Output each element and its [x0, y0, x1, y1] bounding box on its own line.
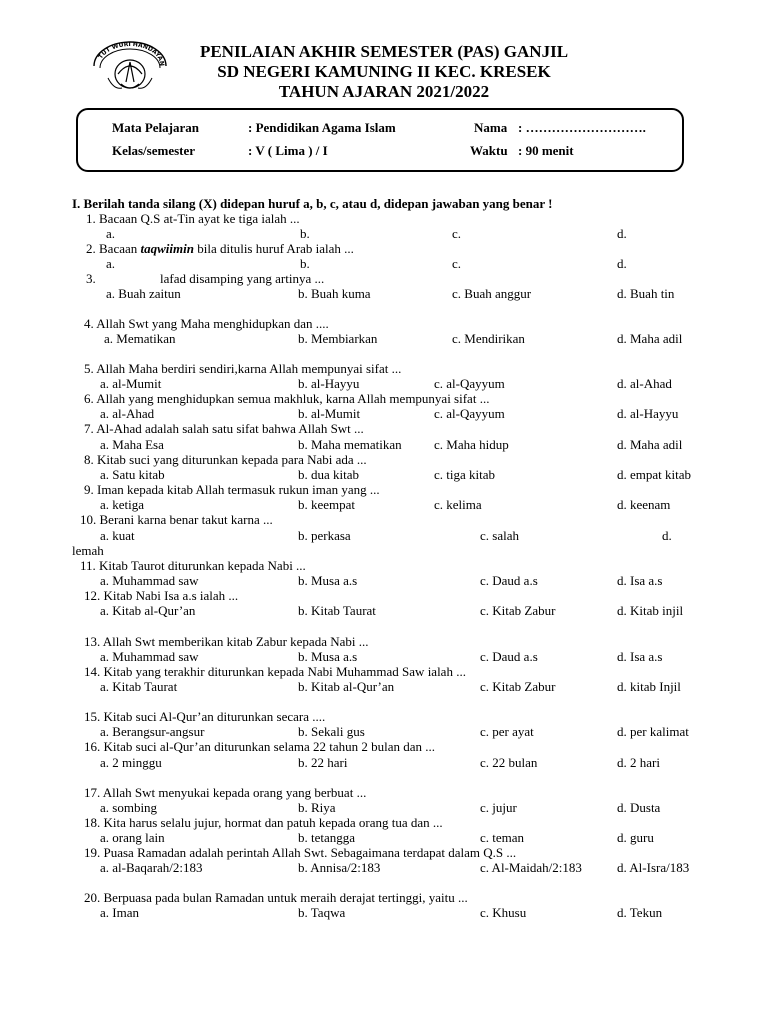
option-b[interactable]: b. Maha mematikan — [298, 437, 402, 452]
option-a[interactable]: a. orang lain — [100, 830, 165, 845]
option-b[interactable]: b. Membiarkan — [298, 331, 378, 346]
time-value: : 90 menit — [518, 143, 574, 158]
option-d[interactable]: d. Maha adil — [617, 437, 683, 452]
options-6 — [0, 406, 768, 421]
question-5: 5. Allah Maha berdiri sendiri,karna Allah mempunyai sifat ... — [84, 361, 402, 376]
option-a[interactable]: a. — [106, 256, 116, 271]
option-d[interactable]: d. Dusta — [617, 800, 661, 815]
option-a[interactable]: a. al-Ahad — [100, 406, 155, 421]
option-d[interactable]: d. — [617, 226, 627, 241]
option-a[interactable]: a. Buah zaitun — [106, 286, 181, 301]
option-a[interactable]: a. Berangsur-angsur — [100, 724, 205, 739]
section-instruction: I. Berilah tanda silang (X) didepan huruf a, b, c, atau d, didepan jawaban yang benar ! — [72, 196, 553, 211]
option-d[interactable]: d. keenam — [617, 497, 671, 512]
option-c[interactable]: c. salah — [480, 528, 519, 543]
question-1: 1. Bacaan Q.S at-Tin ayat ke tiga ialah ... — [86, 211, 300, 226]
option-b[interactable]: b. — [300, 226, 310, 241]
question-10: 10. Berani karna benar takut karna ... — [80, 512, 273, 527]
option-c[interactable]: c. kelima — [434, 497, 482, 512]
question-19: 19. Puasa Ramadan adalah perintah Allah Swt. Sebagaimana terdapat dalam Q.S ... — [84, 845, 517, 860]
option-b[interactable]: b. Annisa/2:183 — [298, 860, 381, 875]
option-c[interactable]: c. Buah anggur — [452, 286, 532, 301]
school-name: SD NEGERI KAMUNING II KEC. KRESEK — [217, 62, 551, 81]
question-11: 11. Kitab Taurot diturunkan kepada Nabi ... — [80, 558, 306, 573]
option-b[interactable]: b. tetangga — [298, 830, 356, 845]
academic-year: TAHUN AJARAN 2021/2022 — [278, 82, 490, 101]
option-b[interactable]: b. Taqwa — [298, 905, 346, 920]
options-7 — [0, 437, 768, 452]
option-c[interactable]: c. Al-Maidah/2:183 — [480, 860, 582, 875]
options-5 — [0, 376, 768, 391]
exam-title: PENILAIAN AKHIR SEMESTER (PAS) GANJIL — [199, 42, 569, 61]
option-a[interactable]: a. Satu kitab — [100, 467, 165, 482]
option-a[interactable]: a. sombing — [100, 800, 158, 815]
option-d[interactable]: d. Kitab injil — [617, 603, 684, 618]
option-c[interactable]: c. teman — [480, 830, 525, 845]
options-3 — [0, 286, 768, 301]
class-value: : V ( Lima ) / I — [248, 143, 328, 158]
option-d[interactable]: d. Isa a.s — [617, 649, 663, 664]
option-d[interactable]: d. Isa a.s — [617, 573, 663, 588]
options-9 — [0, 497, 768, 512]
option-a[interactable]: a. Maha Esa — [100, 437, 164, 452]
option-d[interactable]: d. Al-Isra/183 — [617, 860, 690, 875]
question-20: 20. Berpuasa pada bulan Ramadan untuk meraih derajat tertinggi, yaitu ... — [84, 890, 468, 905]
question-8: 8. Kitab suci yang diturunkan kepada para Nabi ada ... — [84, 452, 367, 467]
option-d[interactable]: d. Maha adil — [617, 331, 683, 346]
options-10-wrap — [0, 543, 768, 558]
option-d[interactable]: d. al-Hayyu — [617, 406, 679, 421]
options-18 — [0, 830, 768, 845]
option-c[interactable]: c. Daud a.s — [480, 573, 538, 588]
options-15 — [0, 724, 768, 739]
option-a[interactable]: a. Muhammad saw — [100, 649, 199, 664]
question-2: 2. Bacaan taqwiimin bila ditulis huruf Arab ialah ... — [86, 241, 354, 256]
option-a[interactable]: a. al-Mumit — [100, 376, 162, 391]
option-a[interactable]: a. Mematikan — [104, 331, 176, 346]
question-13: 13. Allah Swt memberikan kitab Zabur kepada Nabi ... — [84, 634, 369, 649]
option-b[interactable]: b. Musa a.s — [298, 649, 358, 664]
class-label: Kelas/semester — [112, 143, 196, 158]
option-d-wrap[interactable]: lemah — [72, 543, 104, 558]
option-d[interactable]: d. kitab Injil — [617, 679, 681, 694]
option-b[interactable]: b. Buah kuma — [298, 286, 371, 301]
option-d[interactable]: d. Tekun — [617, 905, 663, 920]
question-15: 15. Kitab suci Al-Qur’an diturunkan secara .... — [84, 709, 326, 724]
option-a[interactable]: a. Kitab al-Qur’an — [100, 603, 196, 618]
option-a[interactable]: a. kuat — [100, 528, 135, 543]
option-b[interactable]: b. al-Mumit — [298, 406, 361, 421]
question-16: 16. Kitab suci al-Qur’an diturunkan selama 22 tahun 2 bulan dan ... — [84, 739, 436, 754]
options-12 — [0, 603, 768, 618]
option-c[interactable]: c. Maha hidup — [434, 437, 509, 452]
options-11 — [0, 573, 768, 588]
option-d[interactable]: d. per kalimat — [617, 724, 689, 739]
option-d[interactable]: d. empat kitab — [617, 467, 692, 482]
options-16 — [0, 755, 768, 770]
name-label: Nama — [474, 120, 508, 135]
name-field[interactable]: : ………………………. — [518, 120, 646, 135]
options-20 — [0, 905, 768, 920]
option-c[interactable]: c. Kitab Zabur — [480, 679, 556, 694]
option-a[interactable]: a. 2 minggu — [100, 755, 162, 770]
option-a[interactable]: a. ketiga — [100, 497, 145, 512]
option-b[interactable]: b. Musa a.s — [298, 573, 358, 588]
question-9: 9. Iman kepada kitab Allah termasuk rukun iman yang ... — [84, 482, 380, 497]
option-a[interactable]: a. — [106, 226, 116, 241]
option-b[interactable]: b. dua kitab — [298, 467, 360, 482]
subject-value: : Pendidikan Agama Islam — [248, 120, 396, 135]
option-b[interactable]: b. keempat — [298, 497, 356, 512]
subject-label: Mata Pelajaran — [112, 120, 200, 135]
option-d[interactable]: d. — [617, 256, 627, 271]
option-c[interactable]: c. Khusu — [480, 905, 527, 920]
question-12: 12. Kitab Nabi Isa a.s ialah ... — [84, 588, 239, 603]
question-17: 17. Allah Swt menyukai kepada orang yang berbuat ... — [84, 785, 367, 800]
option-c[interactable]: c. Kitab Zabur — [480, 603, 556, 618]
option-c[interactable]: c. per ayat — [480, 724, 534, 739]
options-13 — [0, 649, 768, 664]
option-c[interactable]: c. — [452, 226, 462, 241]
option-d[interactable]: d. guru — [617, 830, 654, 845]
option-a[interactable]: a. Muhammad saw — [100, 573, 199, 588]
option-c[interactable]: c. — [452, 256, 462, 271]
option-c[interactable]: c. Mendirikan — [452, 331, 525, 346]
options-1 — [0, 226, 768, 241]
option-c[interactable]: c. Daud a.s — [480, 649, 538, 664]
question-4: 4. Allah Swt yang Maha menghidupkan dan .... — [84, 316, 329, 331]
question-14: 14. Kitab yang terakhir diturunkan kepada Nabi Muhammad Saw ialah ... — [84, 664, 466, 679]
options-14 — [0, 679, 768, 694]
question-18: 18. Kita harus selalu jujur, hormat dan patuh kepada orang tua dan ... — [84, 815, 443, 830]
option-b[interactable]: b. Kitab Taurat — [298, 603, 376, 618]
options-4 — [0, 331, 768, 346]
option-c[interactable]: c. jujur — [480, 800, 517, 815]
options-19 — [0, 860, 768, 875]
options-10 — [0, 528, 768, 543]
option-d[interactable]: d. Buah tin — [617, 286, 675, 301]
options-8 — [0, 467, 768, 482]
option-b[interactable]: b. perkasa — [298, 528, 351, 543]
option-b[interactable]: b. — [300, 256, 310, 271]
option-c[interactable]: c. tiga kitab — [434, 467, 496, 482]
time-label: Waktu — [470, 143, 508, 158]
option-b[interactable]: b. al-Hayyu — [298, 376, 360, 391]
option-b[interactable]: b. 22 hari — [298, 755, 348, 770]
logo-motto: TUT WURI HANDAYAN — [97, 40, 166, 67]
question-7: 7. Al-Ahad adalah salah satu sifat bahwa Allah Swt ... — [84, 421, 364, 436]
option-b[interactable]: b. Kitab al-Qur’an — [298, 679, 395, 694]
option-c[interactable]: c. al-Qayyum — [434, 406, 505, 421]
option-a[interactable]: a. al-Baqarah/2:183 — [100, 860, 203, 875]
option-d[interactable]: d. 2 hari — [617, 755, 660, 770]
option-c[interactable]: c. al-Qayyum — [434, 376, 505, 391]
option-b[interactable]: b. Sekali gus — [298, 724, 365, 739]
option-a[interactable]: a. Kitab Taurat — [100, 679, 178, 694]
question-6: 6. Allah yang menghidupkan semua makhluk, karna Allah mempunyai sifat ... — [84, 391, 490, 406]
option-d[interactable]: d. al-Ahad — [617, 376, 672, 391]
option-a[interactable]: a. Iman — [100, 905, 139, 920]
options-2 — [0, 256, 768, 271]
options-17 — [0, 800, 768, 815]
option-b[interactable]: b. Riya — [298, 800, 336, 815]
option-d[interactable]: d. — [662, 528, 672, 543]
option-c[interactable]: c. 22 bulan — [480, 755, 538, 770]
question-3: 3. lafad disamping yang artinya ... — [86, 271, 325, 286]
student-info-box — [76, 108, 684, 172]
